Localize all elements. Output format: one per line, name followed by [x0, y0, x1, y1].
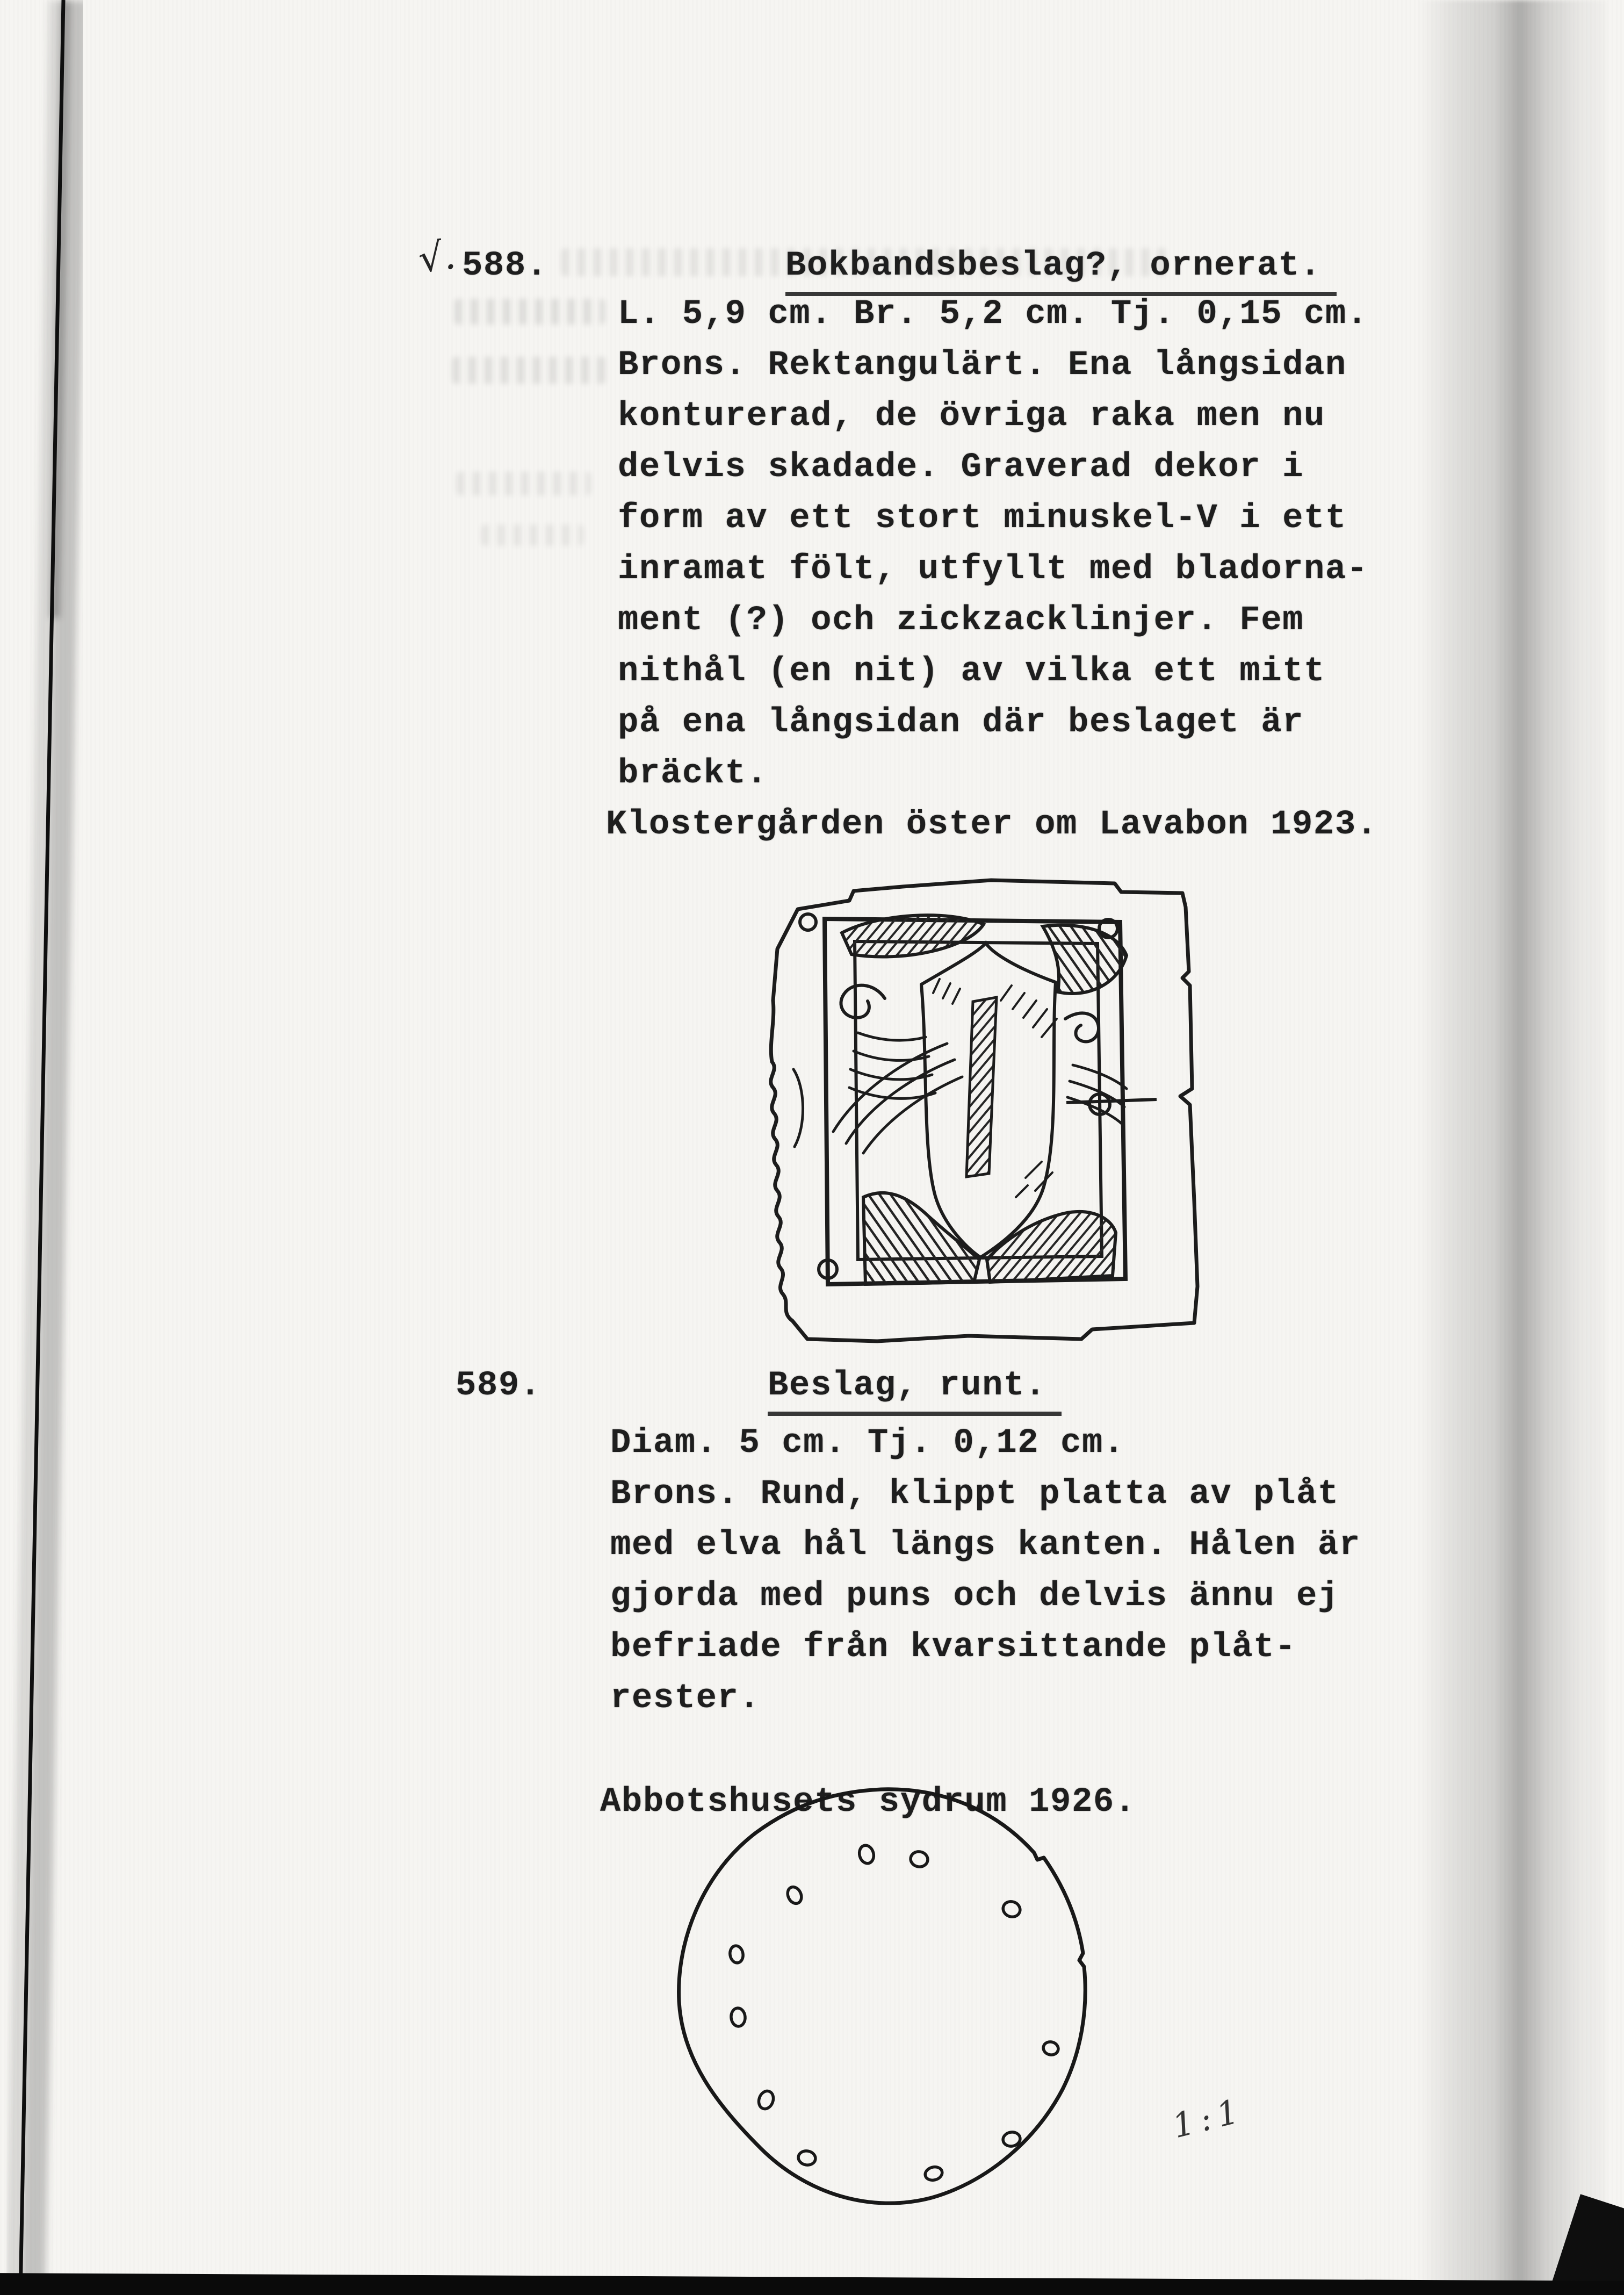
text-line: konturerad, de övriga raka men nu: [618, 397, 1325, 436]
text-line: ment (?) och zickzacklinjer. Fem: [618, 601, 1304, 640]
page-curve-shadow: [1418, 0, 1606, 2295]
scale-annotation: 1:1: [1168, 2090, 1249, 2146]
text-line: gjorda med puns och delvis ännu ej: [610, 1577, 1339, 1616]
entry-589-location: Abbotshusets sydrum 1926.: [600, 1783, 1136, 1822]
text-line: L. 5,9 cm. Br. 5,2 cm. Tj. 0,15 cm.: [618, 295, 1368, 334]
text-line: befriade från kvarsittande plåt-: [610, 1628, 1296, 1667]
text-line: inramat fölt, utfyllt med bladorna-: [618, 550, 1368, 589]
text-line: rester.: [610, 1679, 761, 1718]
text-line: på ena långsidan där beslaget är: [618, 703, 1304, 742]
text-line: Brons. Rund, klippt platta av plåt: [610, 1475, 1339, 1514]
text-line: form av ett stort minuskel-V i ett: [618, 499, 1347, 538]
text-line: nithål (en nit) av vilka ett mitt: [618, 652, 1325, 691]
text-line: Brons. Rektangulärt. Ena långsidan: [618, 346, 1347, 385]
text-line: bräckt.: [618, 754, 768, 793]
entry-588-title: Bokbandsbeslag?, ornerat.: [785, 241, 1337, 296]
entry-588-number: 588.: [462, 247, 548, 285]
text-line: Diam. 5 cm. Tj. 0,12 cm.: [610, 1424, 1125, 1463]
entry-588-location: Klostergården öster om Lavabon 1923.: [606, 805, 1378, 844]
text-line: delvis skadade. Graverad dekor i: [618, 448, 1304, 487]
text-line: med elva hål längs kanten. Hålen är: [610, 1526, 1361, 1565]
entry-589-title: Beslag, runt.: [768, 1361, 1062, 1416]
entry-589-number: 589.: [456, 1366, 542, 1405]
check-mark-annotation: √.: [416, 232, 458, 282]
